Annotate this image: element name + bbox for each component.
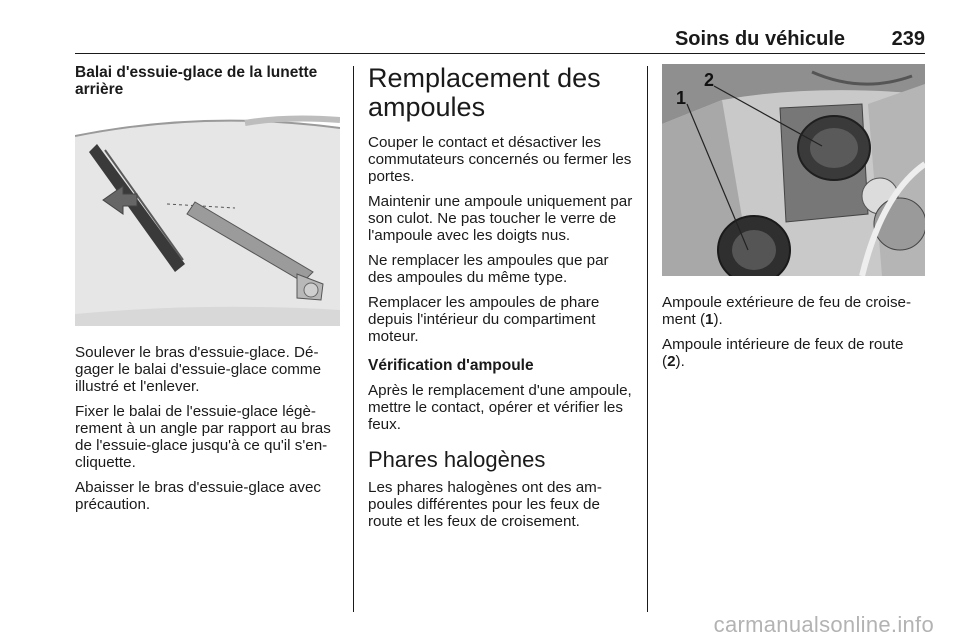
column-headlamp [662, 64, 925, 378]
engine-bay-illustration [662, 64, 925, 276]
page-number: 239 [891, 28, 925, 50]
wiper-para-2: Fixer le balai de l'essuie-glace légèrement à un angle par rapport au bras de l'essuie-glace jusqu'à ce qu'il s'encliquette. [75, 403, 331, 471]
bulbs-para-2: Maintenir une ampoule uniquement par son culot. Ne pas toucher le verre de l'ampoule avec les doigts nus. [368, 193, 633, 244]
column-divider-1 [353, 66, 354, 612]
section-title: Soins du véhicule [674, 28, 845, 50]
halogen-para: Les phares halogènes ont des ampoules différentes pour les feux de route et les feux de croisement. [368, 479, 602, 530]
wiper-heading: Balai d'essuie-glace de la lunette arrière [75, 64, 318, 98]
wiper-illustration [75, 114, 340, 326]
wiper-para-3: Abaisser le bras d'essuie-glace avec précaution. [75, 479, 322, 513]
header-rule [75, 53, 925, 54]
bulbs-para-1: Couper le contact et désactiver les commutateurs concernés ou fermer les portes. [368, 134, 632, 185]
callout-2: 2 [704, 70, 715, 90]
headlamp-figure [662, 64, 925, 276]
bulb-check-heading: Vérification d'ampoule [368, 357, 534, 374]
bulbs-para-4: Remplacer les ampoules de phare depuis l'intérieur du compartiment moteur. [368, 294, 600, 345]
headlamp-para-1: Ampoule extérieure de feu de croisement (1). [662, 294, 912, 328]
halogen-heading: Phares halogènes [368, 447, 546, 472]
wiper-para-1: Soulever le bras d'essuie-glace. Dégager le balai d'essuie-glace comme illustré et l'enlever. [75, 344, 322, 395]
callout-1: 1 [676, 88, 687, 108]
ref-2: 2 [667, 353, 676, 370]
ref-1: 1 [705, 311, 714, 328]
headlamp-para-2: Ampoule intérieure de feux de route (2). [662, 336, 904, 370]
watermark: carmanualsonline.info [713, 612, 934, 637]
bulbs-para-3: Ne remplacer les ampoules que par des ampoules du même type. [368, 252, 609, 286]
page-header [75, 28, 925, 52]
bulb-check-para: Après le remplacement d'une ampoule, mettre le contact, opérer et vérifier les feux. [368, 382, 632, 433]
column-bulbs [368, 64, 633, 538]
column-wiper [75, 64, 340, 521]
bulbs-heading: Remplacement des ampoules [368, 63, 601, 122]
column-divider-2 [647, 66, 648, 612]
